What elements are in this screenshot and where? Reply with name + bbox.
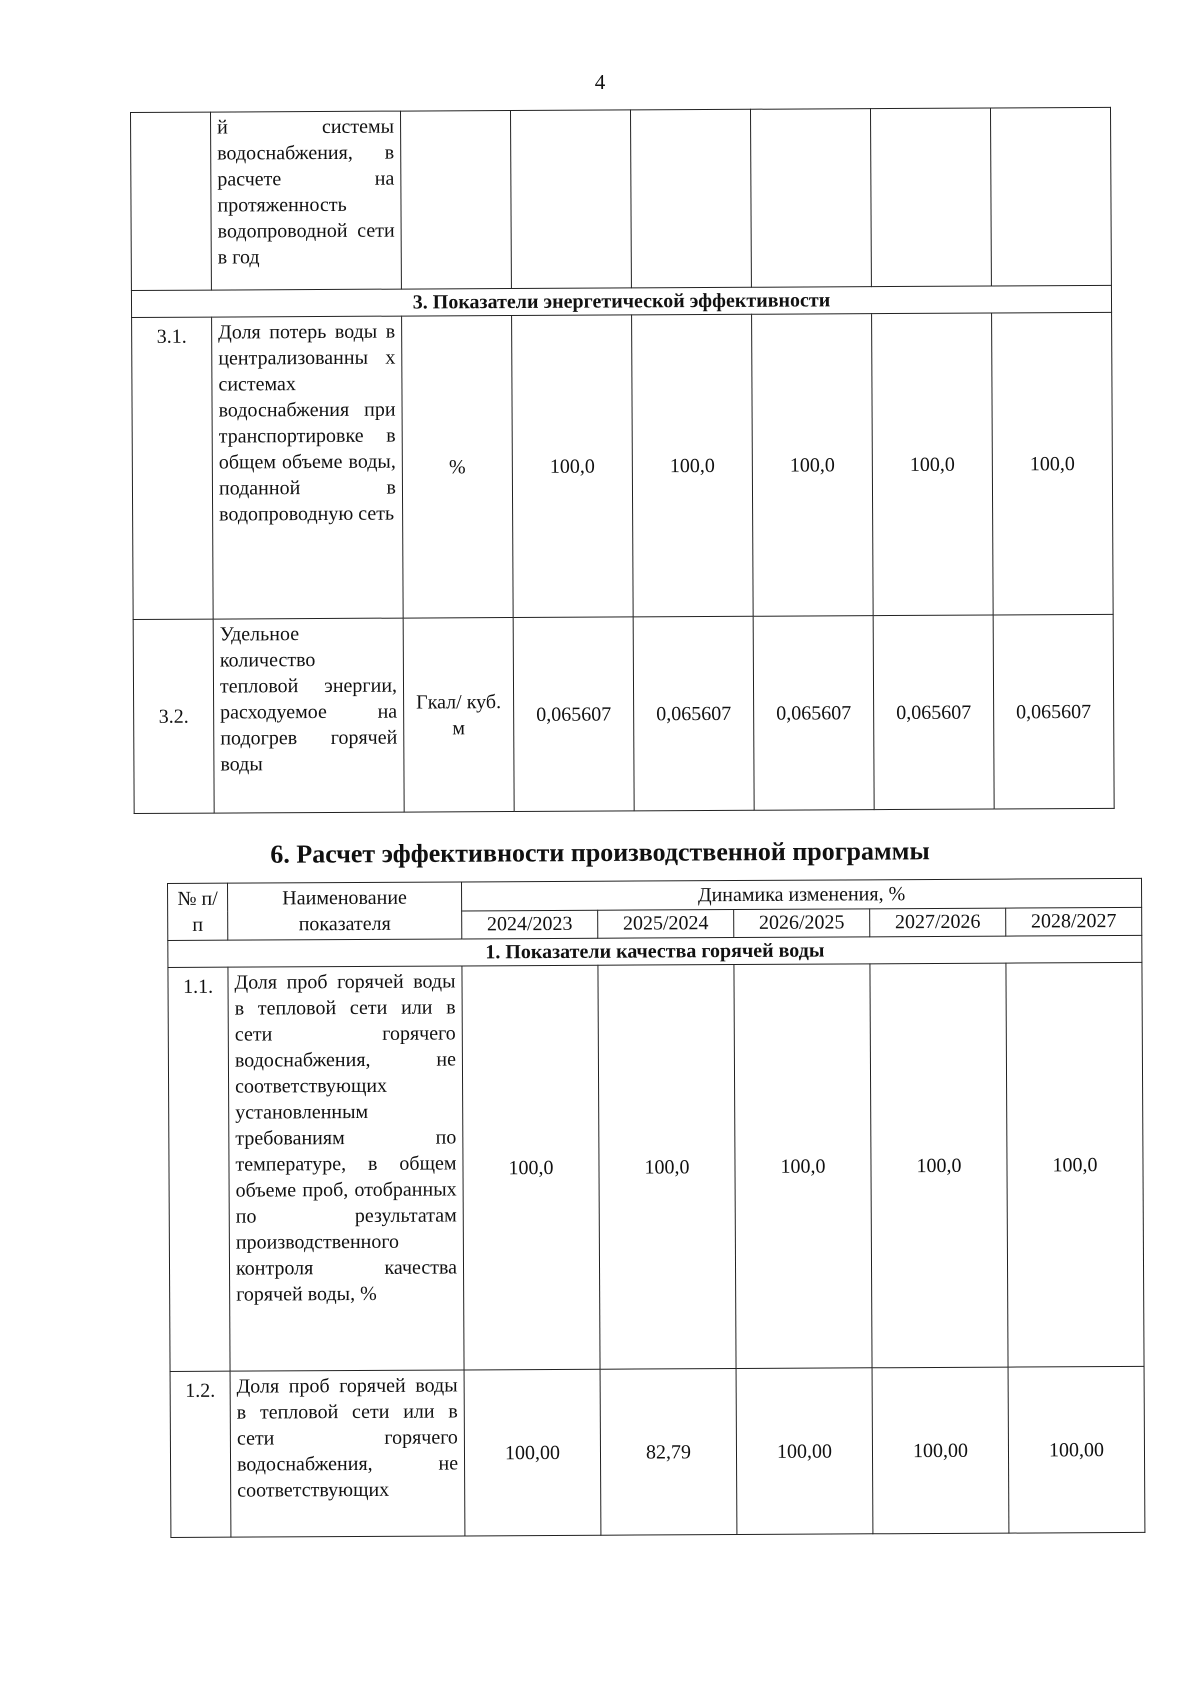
header-period: 2024/2023 [462, 910, 598, 939]
row-value: 0,065607 [513, 617, 634, 812]
page-number: 4 [594, 70, 606, 94]
row-value: 0,065607 [633, 616, 754, 811]
row-index: 3.1. [132, 317, 214, 619]
section-title: 3. Показатели энергетической эффективности [131, 285, 1111, 317]
value-cell [510, 110, 631, 289]
row-value: 100,0 [598, 965, 736, 1370]
row-unit: Гкал/ куб. м [403, 618, 514, 813]
header-period: 2025/2024 [598, 909, 734, 938]
header-number: № п/п [168, 883, 228, 940]
table-row [132, 312, 1114, 619]
table-row [133, 614, 1114, 813]
row-value: 100,0 [462, 965, 600, 1370]
row-value: 100,0 [632, 314, 754, 617]
section-title: 1. Показатели качества горячей воды [168, 935, 1142, 967]
row-value: 100,0 [870, 963, 1008, 1368]
row-value: 100,00 [1008, 1366, 1145, 1533]
indicators-table-continued [130, 107, 1115, 814]
row-value: 100,00 [464, 1369, 601, 1536]
row-value: 100,0 [992, 312, 1114, 615]
row-index: 1.1. [168, 967, 230, 1371]
value-cell [870, 108, 991, 287]
row-description: Доля проб горячей воды в тепловой сети или в сети горячего водоснабжения, не соответствующих установленным требованиям по температуре, в общем объеме проб, отобранных по результатам производственного контроля качества горячей воды, % [228, 966, 464, 1371]
index-cell [131, 112, 212, 290]
efficiency-table [167, 878, 1145, 1538]
row-value: 100,0 [752, 314, 874, 617]
row-value: 0,065607 [873, 615, 994, 810]
row-value: 0,065607 [753, 616, 874, 811]
row-value: 100,0 [734, 964, 872, 1369]
value-cell [990, 107, 1111, 286]
row-value: 100,00 [736, 1368, 873, 1535]
table-row [168, 962, 1144, 1371]
row-index: 3.2. [133, 619, 214, 813]
table-row-continuation [131, 107, 1112, 290]
row-description: Доля потерь воды в централизованны х системах водоснабжения при транспортировке в общем объеме воды, поданной в водопроводную сеть [212, 316, 404, 619]
row-value: 100,0 [1006, 962, 1144, 1367]
header-period: 2027/2026 [870, 908, 1006, 937]
row-value: 100,0 [872, 313, 994, 616]
table-row [170, 1366, 1145, 1537]
description-cell: й системы водоснабжения, в расчете на протяженность водопроводной сети в год [211, 111, 402, 290]
unit-cell [400, 111, 511, 290]
row-description: Удельное количество тепловой энергии, расходуемое на подогрев горячей воды [213, 618, 404, 813]
row-value: 82,79 [600, 1369, 737, 1536]
row-value: 100,0 [512, 315, 634, 618]
row-index: 1.2. [170, 1371, 231, 1537]
section-heading: 6. Расчет эффективности производственной программы [270, 836, 930, 869]
row-description: Доля проб горячей воды в тепловой сети или в сети горячего водоснабжения, не соответствующих [230, 1370, 465, 1537]
header-period: 2026/2025 [734, 908, 870, 937]
header-name: Наименование показателя [228, 882, 462, 940]
value-cell [630, 109, 751, 288]
row-value: 0,065607 [993, 614, 1114, 809]
header-dynamics: Динамика изменения, % [461, 878, 1141, 910]
row-value: 100,00 [872, 1367, 1009, 1534]
value-cell [750, 109, 871, 288]
row-unit: % [402, 316, 514, 619]
header-period: 2028/2027 [1006, 907, 1142, 936]
